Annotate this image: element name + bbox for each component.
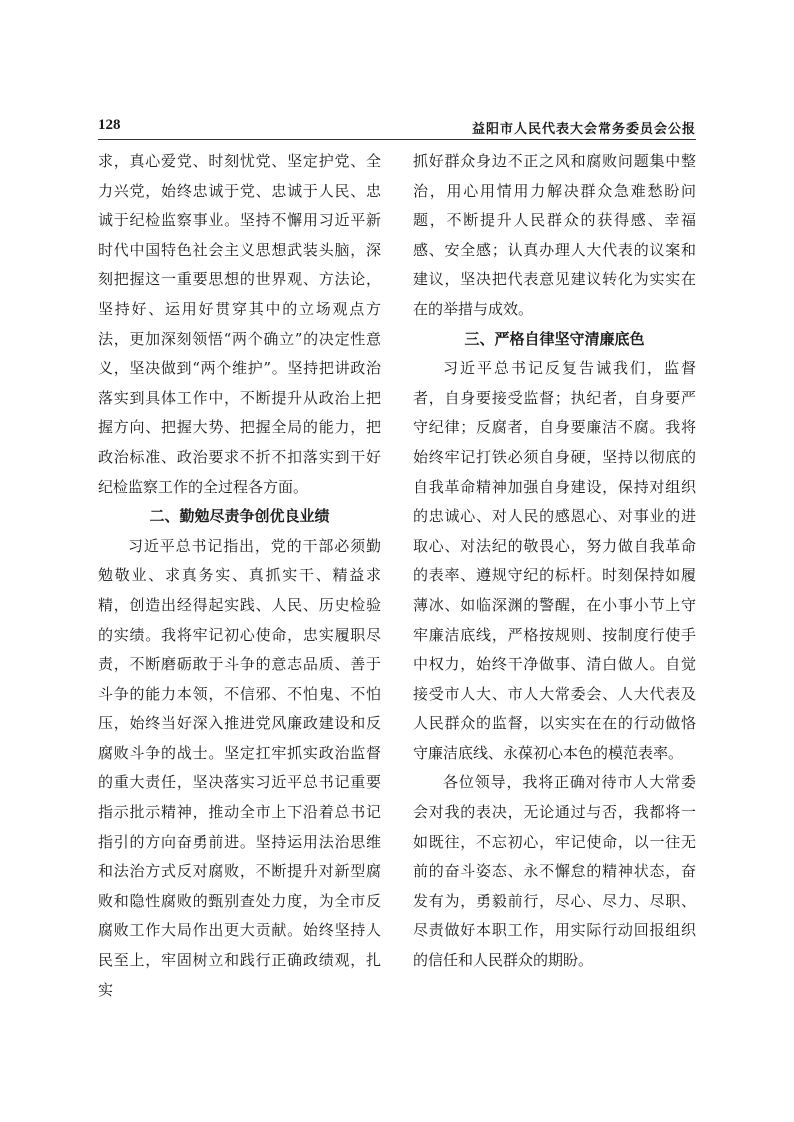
section-heading: 三、严格自律坚守清廉底色 — [464, 329, 645, 348]
right-column — [413, 147, 696, 976]
page-number: 128 — [98, 117, 121, 133]
journal-title: 益阳市人民代表大会常务委员会公报 — [471, 122, 696, 137]
paragraph: 习近平总书记反复告诫我们，监督者，自身要接受监督；执纪者，自身要严守纪律；反腐者，自身要廉洁不腐。我将始终牢记打铁必须自身硬，坚持以彻底的自我革命精神加强自身建设，保持对组织的忠诚心、对人民的感恩心、对事业的进取心、对法纪的敬畏心，努力做自我革命的表率、遵规守纪的标杆。时刻保持如履薄冰、如临深渊的警醒，在小事小节上守牢廉洁底线，严格按规则、按制度行使手中权力，始终干净做事、清白做人。自觉接受市人大、市人大常委会、人大代表及人民群众的监督，以实实在在的行动做恪守廉洁底线、永葆初心本色的模范表率。 — [413, 359, 696, 762]
paragraph: 习近平总书记指出，党的干部必须勤勉敬业、求真务实、真抓实干、精益求精，创造出经得起实践、人民、历史检验的实绩。我将牢记初心使命，忠实履职尽责，不断磨砺敢于斗争的意志品质、善于斗争的能力本领，不信邪、不怕鬼、不怕压，始终当好深入推进党风廉政建设和反腐败斗争的战士。坚定扛牢抓实政治监督的重大责任，坚决落实习近平总书记重要指示批示精神，推动全市上下沿着总书记指引的方向奋勇前进。坚持运用法治思维和法治方式反对腐败，不断提升对新型腐败和隐性腐败的甄别查处力度，为全市反腐败工作大局作出更大贡献。始终坚持人民至上，牢固树立和践行正确政绩观，扎实 — [98, 536, 381, 999]
page-header — [98, 117, 696, 140]
left-column — [98, 147, 381, 1005]
paragraph: 求，真心爱党、时刻忧党、坚定护党、全力兴党，始终忠诚于党、忠诚于人民、忠诚于纪检监察事业。坚持不懈用习近平新时代中国特色社会主义思想武装头脑，深刻把握这一重要思想的世界观、方法论，坚持好、运用好贯穿其中的立场观点方法，更加深刻领悟“两个确立”的决定性意义，坚决做到“两个维护”。坚持把讲政治落实到具体工作中，不断提升从政治上把握方向、把握大势、把握全局的能力，把政治标准、政治要求不折不扣落实到干好纪检监察工作的全过程各方面。 — [98, 152, 381, 496]
section-heading: 二、勤勉尽责争创优良业绩 — [149, 507, 330, 526]
paragraph: 抓好群众身边不正之风和腐败问题集中整治，用心用情用力解决群众急难愁盼问题，不断提升人民群众的获得感、幸福感、安全感；认真办理人大代表的议案和建议，坚决把代表意见建议转化为实实在在的举措与成效。 — [413, 152, 696, 318]
paragraph: 各位领导，我将正确对待市人大常委会对我的表决，无论通过与否，我都将一如既往，不忘初心，牢记使命，以一往无前的奋斗姿态、永不懈怠的精神状态，奋发有为，勇毅前行，尽心、尽力、尽职、尽责做好本职工作，用实际行动回报组织的信任和人民群众的期盼。 — [413, 773, 696, 970]
